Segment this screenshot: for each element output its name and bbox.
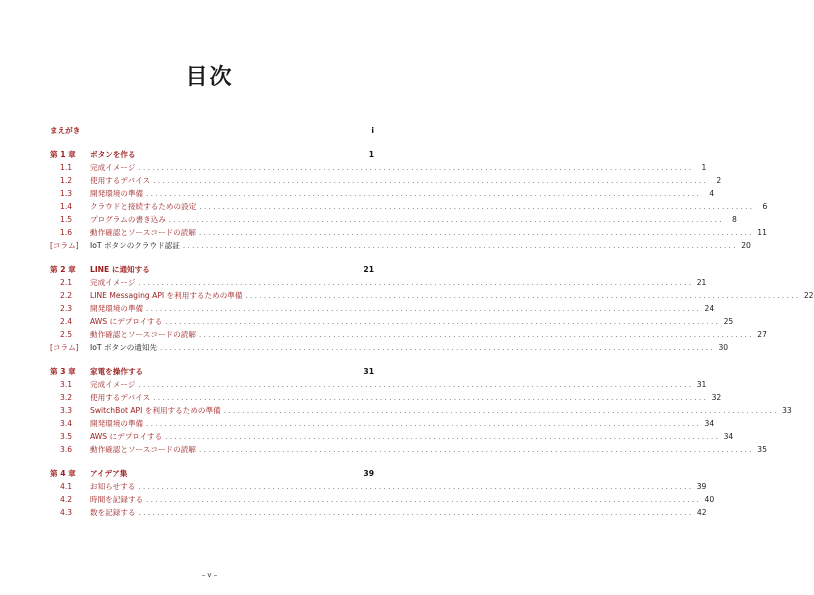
toc-page: 39 [696, 482, 707, 491]
section-title: SwitchBot API を利用するための準備 [90, 406, 221, 415]
section-title: 開発環境の準備 [90, 189, 144, 198]
page-title: 目次 [185, 65, 234, 90]
section-title: 開発環境の準備 [90, 419, 144, 428]
section-title: IoT ボタンの通知先 [90, 343, 158, 352]
toc-page: 32 [711, 393, 722, 402]
section-title: プログラムの書き込み [90, 215, 166, 224]
section-number: 1.5 [60, 215, 73, 224]
leader-dots: ........................................................................................................................ [153, 394, 709, 402]
section-title: 使用するデバイス [90, 393, 151, 402]
toc-entry-section[interactable] [50, 187, 715, 200]
section-title: IoT ボタンのクラウド認証 [90, 241, 180, 250]
toc-page: 33 [782, 406, 792, 415]
section-number: 2.4 [60, 317, 73, 326]
leader-dots: ........................................................................................................................ [168, 216, 724, 224]
section-title: 完成イメージ [90, 278, 136, 287]
section-title: お知らせする [90, 482, 136, 491]
section-number: 2.3 [60, 304, 73, 313]
toc-entry-section[interactable] [50, 213, 737, 226]
toc-page: 2 [716, 176, 722, 185]
leader-dots: ........................................................................................................................ [146, 190, 702, 198]
toc-page: 34 [704, 419, 715, 428]
section-title: AWS にデプロイする [90, 317, 163, 326]
toc-entry-section[interactable] [50, 430, 734, 443]
chapter-title: 家電を操作する [90, 367, 144, 376]
toc-page: 6 [762, 202, 768, 211]
toc-entry-section[interactable] [50, 443, 767, 456]
leader-dots: ........................................................................................................................ [146, 420, 702, 428]
toc-entry-section[interactable] [50, 161, 707, 174]
leader-dots: ........................................................................................................................ [153, 177, 709, 185]
toc-entry-section[interactable] [50, 302, 715, 315]
toc-label: まえがき [50, 124, 83, 137]
section-number: [コラム] [50, 241, 79, 250]
section-number: 3.3 [60, 406, 73, 415]
section-number: 3.1 [60, 380, 73, 389]
leader-dots: ........................................................................................................................ [138, 381, 694, 389]
leader-dots: ........................................................................................................................ [198, 331, 754, 339]
chapter-number: 第 1 章 [50, 150, 76, 159]
section-title: AWS にデプロイする [90, 432, 163, 441]
chapter-title: LINE に通知する [90, 265, 150, 274]
leader-dots: ........................................................................................................................ [198, 229, 754, 237]
toc-page: 40 [704, 495, 715, 504]
leader-dots: ........................................................................................................................ [199, 203, 755, 211]
section-number: 2.2 [60, 291, 73, 300]
leader-dots: ........................................................................................................................ [146, 496, 702, 504]
section-title: 開発環境の準備 [90, 304, 144, 313]
section-number: 4.3 [60, 508, 73, 517]
section-number: 1.6 [60, 228, 73, 237]
section-number: 1.1 [60, 163, 73, 172]
toc-entry-chapter[interactable] [50, 467, 374, 480]
toc-entry-column[interactable] [50, 239, 751, 252]
leader-dots: ........................................................................................................................ [138, 483, 694, 491]
section-number: 3.4 [60, 419, 73, 428]
toc-page: 20 [741, 241, 751, 250]
toc-page: 42 [696, 508, 707, 517]
toc-entry-chapter[interactable] [50, 148, 374, 161]
chapter-title: ボタンを作る [90, 150, 136, 159]
toc-page: 30 [718, 343, 729, 352]
section-title: 時間を記録する [90, 495, 144, 504]
toc-entry-preface[interactable] [50, 124, 374, 137]
toc-page: 1 [368, 150, 374, 159]
toc-entry-chapter[interactable] [50, 365, 374, 378]
toc-entry-section[interactable] [50, 174, 722, 187]
leader-dots: ........................................................................................................................ [165, 433, 721, 441]
toc-chapters [50, 148, 814, 519]
chapter-number: 第 2 章 [50, 265, 76, 274]
toc-entry-section[interactable] [50, 417, 715, 430]
section-title: 使用するデバイス [90, 176, 151, 185]
toc-page: 34 [723, 432, 734, 441]
chapter-title: アイデア集 [90, 469, 128, 478]
section-title: 動作確認とソースコードの読解 [90, 445, 196, 454]
section-number: 2.1 [60, 278, 73, 287]
toc-page: 31 [696, 380, 707, 389]
leader-dots: ........................................................................................................................ [138, 509, 694, 517]
section-number: 4.1 [60, 482, 73, 491]
section-number: 3.2 [60, 393, 73, 402]
toc-entry-section[interactable] [50, 404, 792, 417]
section-title: 動作確認とソースコードの読解 [90, 228, 196, 237]
section-title: 完成イメージ [90, 380, 136, 389]
section-number: 3.5 [60, 432, 73, 441]
section-title: 動作確認とソースコードの読解 [90, 330, 196, 339]
toc-page: 24 [704, 304, 715, 313]
leader-dots: ........................................................................................................................ [165, 318, 721, 326]
section-number: 4.2 [60, 495, 73, 504]
section-number: 1.4 [60, 202, 73, 211]
toc-entry-section[interactable] [50, 226, 767, 239]
leader-dots: ........................................................................................................................ [138, 164, 694, 172]
toc-page: 27 [757, 330, 767, 339]
section-number: [コラム] [50, 343, 79, 352]
toc-page: 21 [363, 265, 374, 274]
toc-page: 1 [701, 163, 707, 172]
toc-entry-section[interactable] [50, 289, 814, 302]
leader-dots: ........................................................................................................................ [138, 279, 694, 287]
leader-dots: ........................................................................................................................ [182, 242, 738, 250]
chapter-number: 第 3 章 [50, 367, 76, 376]
toc-page: 25 [723, 317, 734, 326]
toc-page: 21 [696, 278, 707, 287]
toc-entry-section[interactable] [50, 506, 707, 519]
section-title: 完成イメージ [90, 163, 136, 172]
toc-page: 31 [363, 367, 374, 376]
leader-dots: ........................................................................................................................ [245, 292, 801, 300]
toc-entry-section[interactable] [50, 391, 722, 404]
leader-dots: ........................................................................................................................ [223, 407, 779, 415]
leader-dots: ........................................................................................................................ [146, 305, 702, 313]
toc-entry-section[interactable] [50, 378, 707, 391]
toc-entry-section[interactable] [50, 315, 734, 328]
toc-page: 35 [757, 445, 767, 454]
chapter-number: 第 4 章 [50, 469, 76, 478]
toc-page: 4 [709, 189, 715, 198]
toc-page: 11 [757, 228, 767, 237]
section-title: LINE Messaging API を利用するための準備 [90, 291, 243, 300]
toc-entry-section[interactable] [50, 200, 768, 213]
section-title: 数を記録する [90, 508, 136, 517]
table-of-contents [50, 124, 814, 519]
toc-page: i [371, 126, 374, 135]
section-number: 2.5 [60, 330, 73, 339]
toc-entry-section[interactable] [50, 480, 707, 493]
toc-page: 8 [732, 215, 737, 224]
section-number: 1.2 [60, 176, 73, 185]
toc-page: 22 [803, 291, 814, 300]
toc-entry-section[interactable] [50, 276, 707, 289]
page-number: – v – [201, 571, 218, 579]
section-number: 3.6 [60, 445, 73, 454]
leader-dots: ........................................................................................................................ [160, 344, 716, 352]
section-title: クラウドと接続するための設定 [90, 202, 197, 211]
toc-entry-column[interactable] [50, 341, 729, 354]
toc-entry-chapter[interactable] [50, 263, 374, 276]
toc-entry-section[interactable] [50, 328, 767, 341]
section-number: 1.3 [60, 189, 73, 198]
toc-entry-section[interactable] [50, 493, 715, 506]
toc-page: 39 [363, 469, 374, 478]
leader-dots: ........................................................................................................................ [198, 446, 754, 454]
